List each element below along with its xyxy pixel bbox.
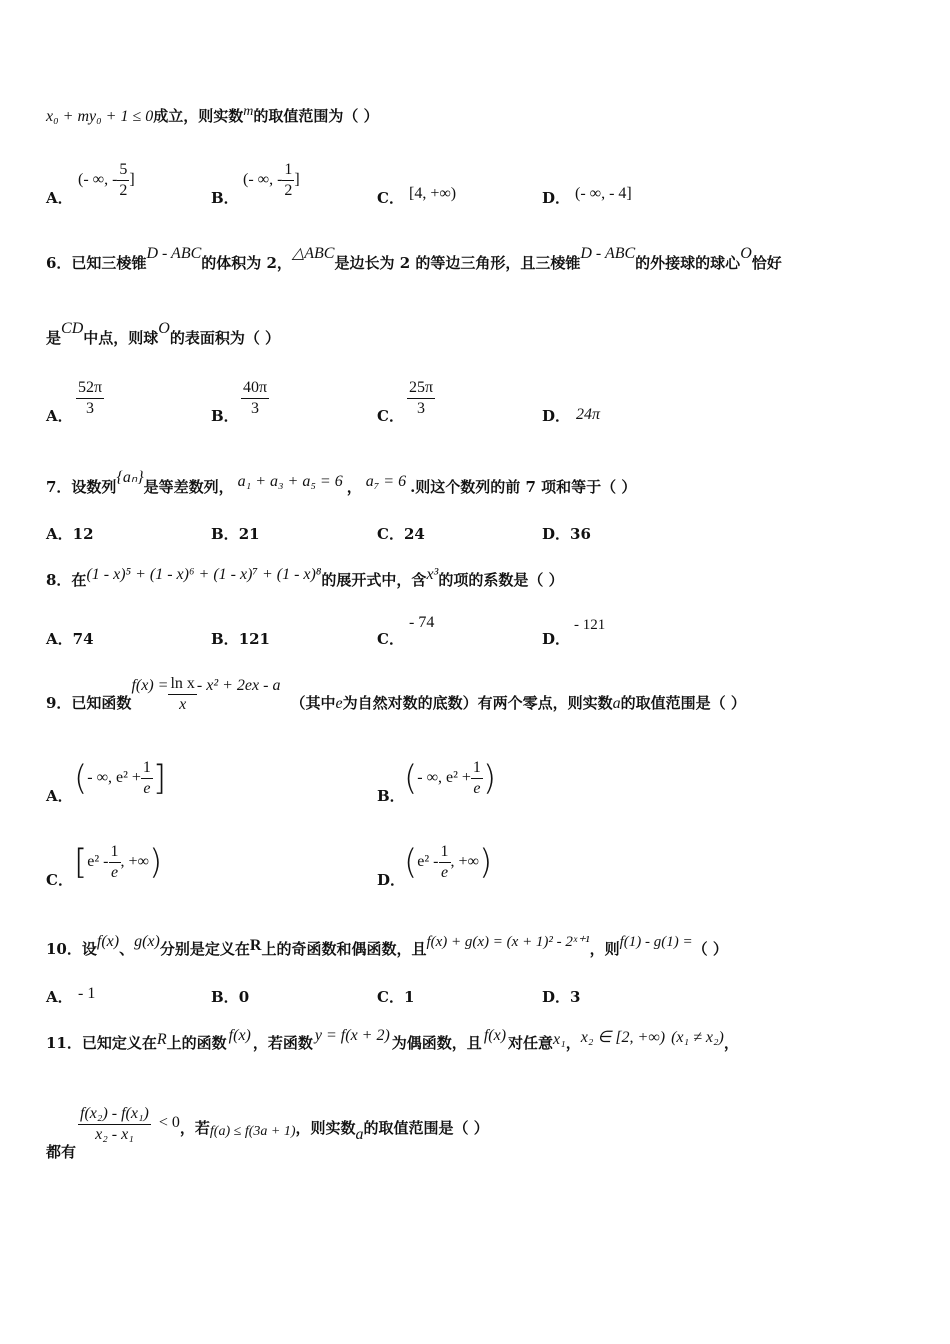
question-11-line1: 11．已知定义在R上的函数 f(x) ，若函数 y = f(x + 2) 为偶函数，且 f(x) 对任意x₁，x₂ ∈ [2, +∞) (x₁ ≠ x₂)，: [46, 1027, 739, 1052]
q10-option-a-value: - 1: [78, 985, 96, 1002]
q6-option-d-label: D．: [542, 407, 571, 425]
question-6-line2: 是CD中点，则球O的表面积为（ ）: [46, 320, 281, 347]
question-5-stem: x₀ + my₀ + 1 ≤ 0成立，则实数$^m$的取值范围为（ ）: [46, 104, 379, 125]
q9-option-b-label: B．: [377, 787, 405, 805]
option-a-label: A．: [46, 189, 73, 207]
q10-option-b: B．0: [211, 988, 250, 1006]
question-8-stem: 8．在(1 - x)⁵ + (1 - x)⁶ + (1 - x)⁷ + (1 - x)⁸的展开式中，含x³的项的系数是（ ）: [46, 566, 564, 589]
q10-option-d: D．3: [542, 988, 581, 1006]
q9-option-d-label: D．: [377, 871, 406, 889]
q7-option-d: D．36: [542, 525, 591, 543]
q10-option-c: C．1: [377, 988, 415, 1006]
q8-option-c-label: C．: [377, 630, 404, 648]
q7-option-b: B．21: [211, 525, 260, 543]
option-a-value: (- ∞, - $\frac{5}{2}$ ]: [78, 161, 135, 199]
q10-option-a-label: A．: [46, 988, 73, 1006]
option-c-value: [4, +∞): [409, 185, 457, 202]
option-c-label: C．: [377, 189, 404, 207]
option-d-value: (- ∞, - 4]: [575, 185, 632, 202]
q6-option-a-value: $\frac{52\pi}{3}$: [78, 379, 103, 417]
q6-option-b-value: $\frac{40\pi}{3}$: [243, 379, 268, 417]
q8-option-c-value: - 74: [409, 614, 435, 631]
q9-option-c-value: [e² - $\frac{1}{e}$ , +∞): [74, 842, 163, 883]
question-11-line2: 都有 $\frac{\text{f(x₂) - f(x₁)}}{\text{x₂ - x₁}}$ < 0，若f(a) ≤ f(3a + 1)，则实数a的取值范围是（ ）: [46, 1105, 489, 1161]
q6-option-a-label: A．: [46, 407, 73, 425]
q8-option-d-value: - 121: [574, 617, 606, 633]
q6-option-d-value: 24π: [576, 406, 601, 423]
q6-option-c-value: $\frac{25\pi}{3}$: [409, 379, 434, 417]
q7-option-a: A．12: [46, 525, 94, 543]
q8-option-a: A．74: [46, 630, 94, 648]
q6-option-b-label: B．: [211, 407, 239, 425]
q9-option-b-value: (- ∞, e² + $\frac{1}{e}$ ): [404, 758, 497, 799]
question-10-stem: 10．设f(x)、g(x)分别是定义在R上的奇函数和偶函数，且f(x) + g(x) = (x + 1)² - 2ˣ⁺¹，则f(1) - g(1) =（ ）: [46, 933, 728, 958]
q9-option-d-value: (e² - $\frac{1}{e}$ , +∞): [404, 842, 493, 883]
question-6-line1: 6．已知三棱锥D - ABC的体积为 2，△ABC是边长为 2 的等边三角形，且三棱锥D - ABC的外接球的球心O恰好: [46, 245, 782, 272]
q9-option-a-value: (- ∞, e² + $\frac{1}{e}$ ]: [74, 758, 167, 799]
question-7-stem: 7．设数列{aₙ}是等差数列， a₁ + a₃ + a₅ = 6 ， a₇ = 6 .则这个数列的前 7 项和等于（ ）: [46, 469, 637, 496]
q6-option-c-label: C．: [377, 407, 404, 425]
q9-option-c-label: C．: [46, 871, 73, 889]
option-d-label: D．: [542, 189, 571, 207]
q7-option-c: C．24: [377, 525, 425, 543]
math-condition: x₀ + my₀ + 1 ≤ 0: [46, 108, 154, 125]
q8-option-d-label: D．: [542, 630, 571, 648]
q9-option-a-label: A．: [46, 787, 73, 805]
option-b-label: B．: [211, 189, 239, 207]
q8-option-b: B．121: [211, 630, 270, 648]
option-b-value: (- ∞, - $\frac{1}{2}$ ]: [243, 161, 300, 199]
question-9-stem: 9．已知函数f(x) = $\frac{\text{ln x}}{x}$ - x² + 2ex - a（其中e为自然对数的底数）有两个零点，则实数a的取值范围是（ ）: [46, 675, 746, 713]
